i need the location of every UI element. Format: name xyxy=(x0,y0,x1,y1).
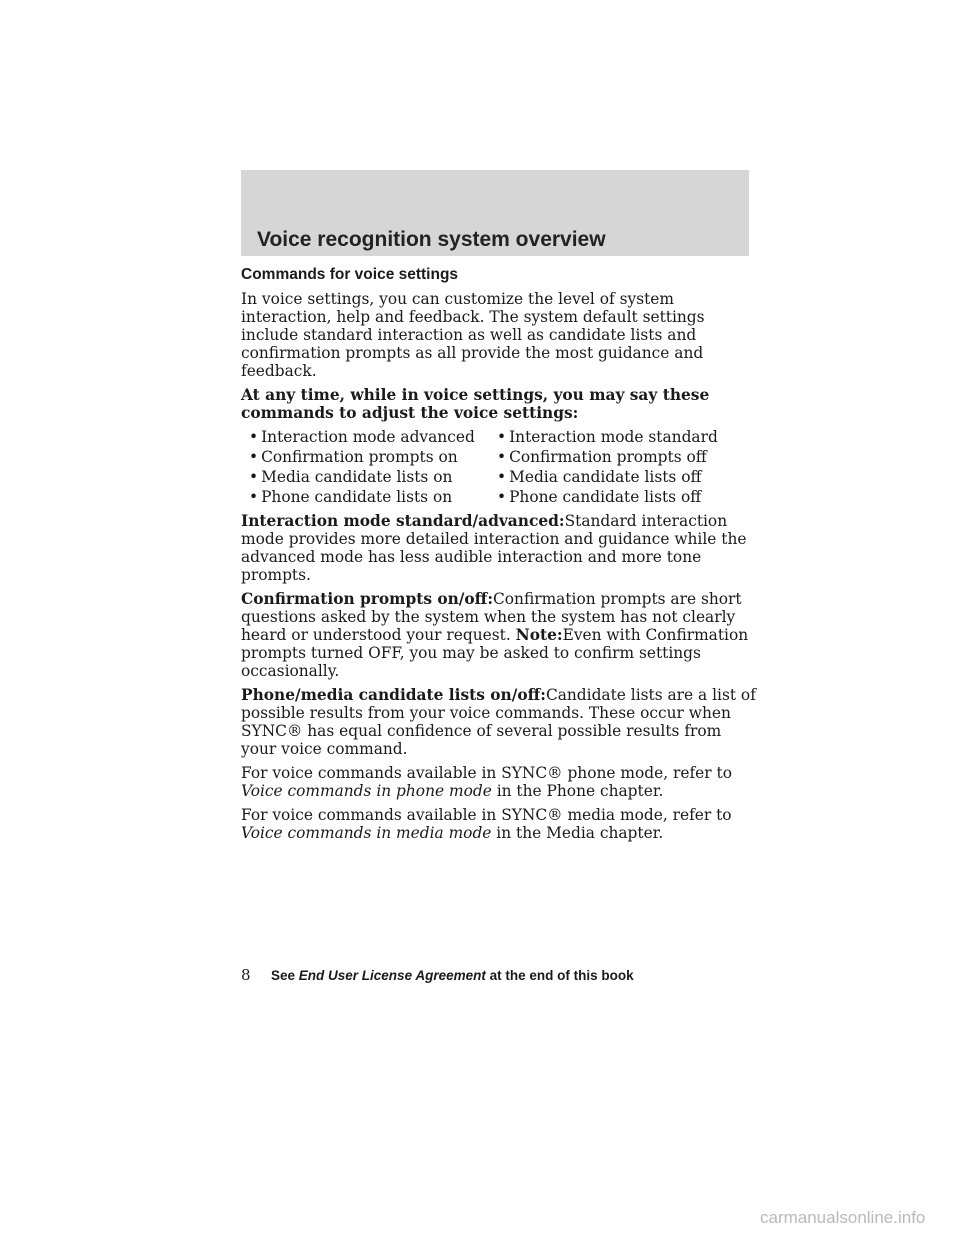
bullet-icon: • xyxy=(497,468,507,486)
list-item: • Media candidate lists on xyxy=(249,468,453,486)
phone-mode-reference: For voice commands available in SYNC® phone mode, refer to Voice commands in phone mode in the Phone chapter. xyxy=(241,764,732,800)
term: Interaction mode standard/advanced: xyxy=(241,512,565,530)
definition-text: Standard interaction mode provides more detailed interaction and guidance while the advanced mode has less audible interaction and more tone prompts. xyxy=(241,512,747,584)
section-heading: Commands for voice settings xyxy=(241,266,459,283)
bullet-icon: • xyxy=(249,428,259,446)
note-text: Even with Confirmation prompts turned OFF, you may be asked to confirm settings occasionally. xyxy=(241,626,749,680)
term: Phone/media candidate lists on/off: xyxy=(241,686,546,704)
chapter-header-band xyxy=(241,170,749,256)
interaction-mode-definition xyxy=(241,512,756,584)
bullet-icon: • xyxy=(497,448,507,466)
list-item: • Confirmation prompts on xyxy=(249,448,458,466)
bullet-icon: • xyxy=(497,488,507,506)
cross-reference: Voice commands in phone mode xyxy=(241,782,492,800)
media-mode-reference: For voice commands available in SYNC® media mode, refer to Voice commands in media mode in the Media chapter. xyxy=(241,806,732,842)
bullet-icon: • xyxy=(249,448,259,466)
cross-reference: Voice commands in media mode xyxy=(241,824,492,842)
page-footer xyxy=(241,966,761,984)
candidate-lists-definition xyxy=(241,686,756,758)
intro-paragraph: In voice settings, you can customize the level of system interaction, help and feedback. The system default settings include standard interaction as well as candidate lists and confirmation prompts as all provide the most guidance and feedback. xyxy=(241,290,705,380)
bullet-icon: • xyxy=(249,488,259,506)
list-item: • Media candidate lists off xyxy=(497,468,702,486)
list-item: • Phone candidate lists off xyxy=(497,488,702,506)
note-label: Note: xyxy=(515,626,563,644)
list-item: • Confirmation prompts off xyxy=(497,448,707,466)
bullet-icon: • xyxy=(497,428,507,446)
commands-lead: At any time, while in voice settings, you may say these commands to adjust the voice settings: xyxy=(241,386,710,422)
confirmation-prompts-definition xyxy=(241,590,756,680)
chapter-title: Voice recognition system overview xyxy=(257,228,606,251)
page-number: 8 xyxy=(241,966,251,984)
definition-text: Confirmation prompts are short questions asked by the system when the system has not clearly heard or understood your request. xyxy=(241,590,742,644)
list-item: • Interaction mode standard xyxy=(497,428,718,446)
bullet-icon: • xyxy=(249,468,259,486)
command-list xyxy=(241,428,756,506)
page-content xyxy=(241,266,756,848)
list-item: • Phone candidate lists on xyxy=(249,488,453,506)
list-item: • Interaction mode advanced xyxy=(249,428,475,446)
license-note: See End User License Agreement at the end of this book xyxy=(271,968,634,983)
definition-text: Candidate lists are a list of possible results from your voice commands. These occur when SYNC® has equal confidence of several possible results from your voice command. xyxy=(241,686,756,758)
watermark: carmanualsonline.info xyxy=(760,1208,926,1227)
term: Confirmation prompts on/off: xyxy=(241,590,493,608)
